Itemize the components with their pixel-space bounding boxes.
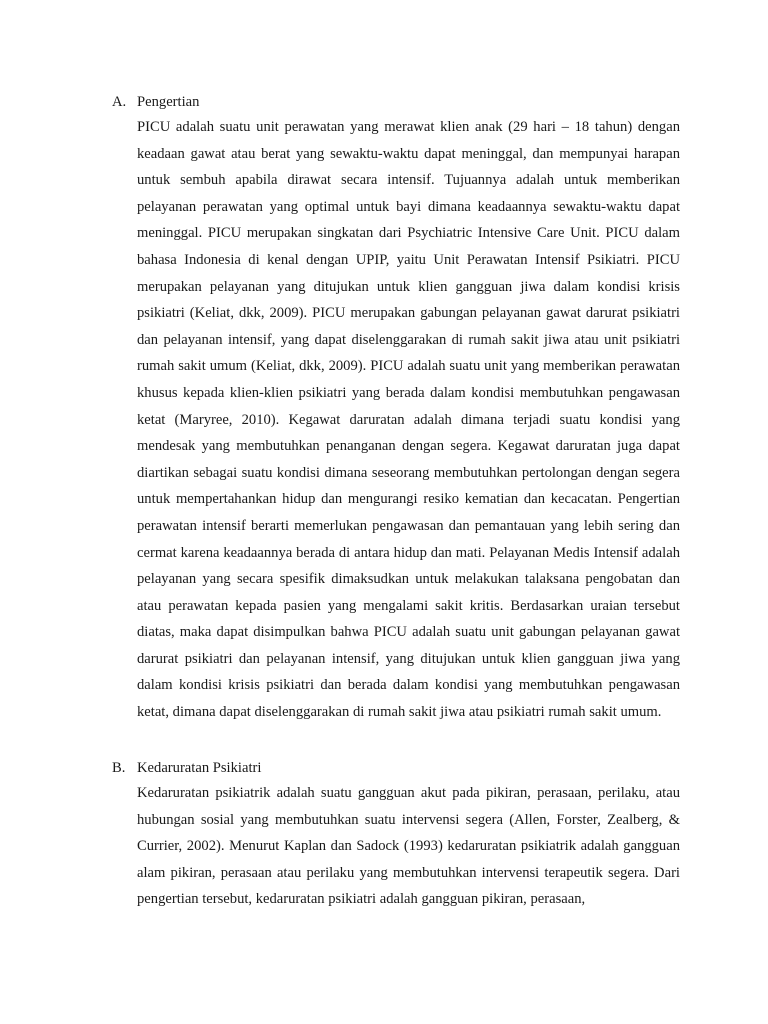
section-paragraph: Kedaruratan psikiatrik adalah suatu gangguan akut pada pikiran, perasaan, perilaku, atau hubungan sosial yang membutuhkan suatu intervensi segera (Allen, Forster, Zealberg, & Currier, 2002). Menurut Kaplan dan Sadock (1993) kedaruratan psikiatrik adalah gangguan alam pikiran, perasaan atau perilaku yang membutuhkan intervensi terapeutik segera. Dari pengertian tersebut, kedaruratan psikiatri adalah gangguan pikiran, perasaan,: [137, 785, 680, 908]
section-paragraph: PICU adalah suatu unit perawatan yang merawat klien anak (29 hari – 18 tahun) dengan keadaan gawat atau berat yang sewaktu-waktu dapat meninggal, dan mempunyai harapan untuk sembuh apabila dirawat secara intensif. Tujuannya adalah untuk memberikan pelayanan perawatan yang optimal untuk bayi dimana keadaannya sewaktu-waktu dapat meninggal. PICU merupakan singkatan dari Psychiatric Intensive Care Unit. PICU dalam bahasa Indonesia di kenal dengan UPIP, yaitu Unit Perawatan Intensif Psikiatri. PICU merupakan pelayanan yang ditujukan untuk klien gangguan jiwa dalam kondisi krisis psikiatri (Keliat, dkk, 2009). PICU merupakan gabungan pelayanan gawat darurat psikiatri dan pelayanan intensif, yang dapat diselenggarakan di rumah sakit jiwa atau unit psikiatri rumah sakit umum (Keliat, dkk, 2009). PICU adalah suatu unit yang memberikan perawatan khusus kepada klien-klien psikiatri yang berada dalam kondisi membutuhkan pengawasan ketat (Maryree, 2010). Kegawat daruratan adalah dimana terjadi suatu kondisi yang mendesak yang membutuhkan penanganan dengan segera. Kegawat daruratan juga dapat diartikan sebagai suatu kondisi dimana seseorang membutuhkan pertolongan dengan segera untuk mempertahankan hidup dan mengurangi resiko kematian dan kecacatan. Pengertian perawatan intensif berarti memerlukan pengawasan dan pemantauan yang lebih sering dan cermat karena keadaannya berada di antara hidup dan mati. Pelayanan Medis Intensif adalah pelayanan yang secara spesifik dimaksudkan untuk melakukan talaksana pengobatan dan atau perawatan kepada pasien yang mengalami sakit kritis. Berdasarkan uraian tersebut diatas, maka dapat disimpulkan bahwa PICU adalah suatu unit gabungan pelayanan gawat darurat psikiatri dan pelayanan intensif, yang ditujukan untuk klien gangguan jiwa yang dalam kondisi krisis psikiatri dan berada dalam kondisi yang membutuhkan pengawasan ketat, dimana dapat diselenggarakan di rumah sakit jiwa atau psikiatri rumah sakit umum.: [137, 119, 680, 721]
section-heading: [112, 92, 680, 112]
section-pengertian: [112, 92, 680, 726]
section-title: Pengertian: [137, 94, 200, 110]
section-letter: A.: [112, 94, 127, 110]
section-kedaruratan-psikiatri: [112, 758, 680, 913]
section-title: Kedaruratan Psikiatri: [137, 760, 262, 776]
section-heading: [112, 758, 680, 778]
section-letter: B.: [112, 760, 126, 776]
